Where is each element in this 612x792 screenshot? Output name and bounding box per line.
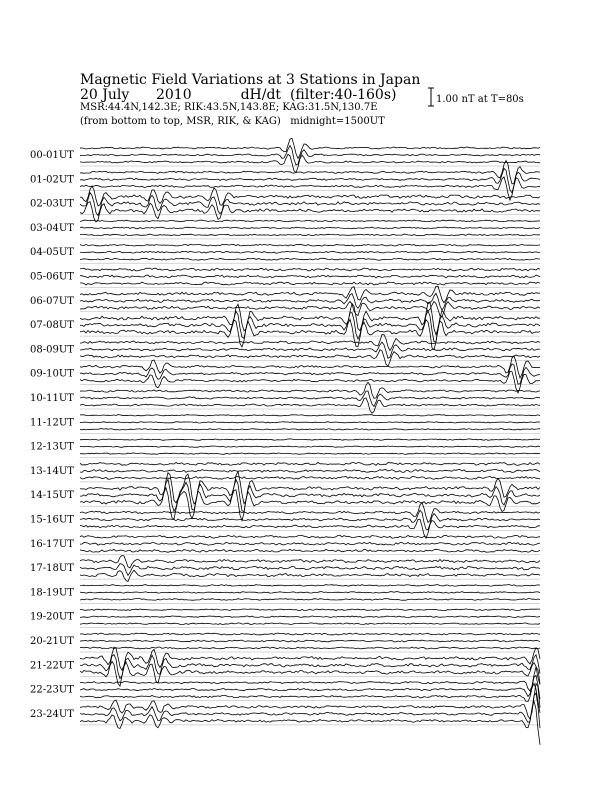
trace-kag <box>80 220 540 222</box>
scale-bar-label: 1.00 nT at T=80s <box>436 94 524 105</box>
trace-rik <box>80 675 540 699</box>
row-label: 05-06UT <box>30 271 74 283</box>
trace-rik <box>80 193 540 216</box>
trace-rik <box>80 227 540 229</box>
trace-rik <box>80 592 540 594</box>
trace-rik <box>80 293 540 310</box>
row-label: 01-02UT <box>30 174 74 186</box>
trace-msr <box>80 282 540 285</box>
trace-kag <box>80 439 540 440</box>
trace-rik <box>80 311 540 342</box>
trace-rik <box>80 275 540 278</box>
row-label: 19-20UT <box>30 611 74 623</box>
row-label: 11-12UT <box>30 417 74 429</box>
trace-kag <box>80 138 540 158</box>
trace-msr <box>80 701 540 745</box>
trace-rik <box>80 470 540 473</box>
quantity-label: dH/dt (filter:40-160s) <box>240 87 397 103</box>
trace-kag <box>80 609 540 611</box>
trace-msr <box>80 319 540 349</box>
row-label: 14-15UT <box>30 490 74 502</box>
trace-msr <box>80 570 540 581</box>
row-label: 18-19UT <box>30 587 74 599</box>
row-label: 04-05UT <box>30 247 74 259</box>
trace-kag <box>80 633 540 635</box>
trace-kag <box>80 555 540 568</box>
trace-msr <box>80 519 540 538</box>
row-label: 03-04UT <box>30 222 74 234</box>
trace-msr <box>80 488 540 521</box>
trace-rik <box>80 391 540 407</box>
row-label: 23-24UT <box>30 708 74 720</box>
row-label: 00-01UT <box>30 150 74 161</box>
row-label: 17-18UT <box>30 563 74 575</box>
trace-kag <box>80 585 540 587</box>
row-label: 02-03UT <box>30 198 74 210</box>
trace-msr <box>80 258 540 260</box>
chart-title: Magnetic Field Variations at 3 Stations in Japan <box>80 72 421 88</box>
row-label: 06-07UT <box>30 295 74 307</box>
row-label: 16-17UT <box>30 538 74 550</box>
trace-kag <box>80 684 540 719</box>
row-label: 09-10UT <box>30 368 74 380</box>
trace-kag <box>80 667 540 691</box>
date-year: 2010 <box>155 87 192 103</box>
date-day: 20 July <box>80 87 130 103</box>
trace-msr <box>80 453 540 454</box>
trace-rik <box>80 564 540 576</box>
row-label: 22-23UT <box>30 684 74 696</box>
trace-msr <box>80 599 540 601</box>
trace-rik <box>80 251 540 253</box>
trace-rik <box>80 446 540 447</box>
trace-kag <box>80 268 540 271</box>
trace-rik <box>80 640 540 642</box>
row-label: 08-09UT <box>30 344 74 356</box>
trace-kag <box>80 472 540 505</box>
row-label: 13-14UT <box>30 465 74 477</box>
trace-msr <box>80 154 540 172</box>
row-label: 15-16UT <box>30 514 74 526</box>
trace-msr <box>80 476 540 479</box>
trace-msr <box>80 647 540 649</box>
row-label: 21-22UT <box>30 660 74 672</box>
trace-kag <box>80 356 540 378</box>
trace-msr <box>80 623 540 625</box>
row-label: 07-08UT <box>30 320 74 332</box>
trace-msr <box>80 429 540 430</box>
trace-msr <box>80 350 540 367</box>
trace-msr <box>80 398 540 413</box>
trace-kag <box>80 244 540 246</box>
trace-rik <box>80 616 540 618</box>
trace-msr <box>80 549 540 552</box>
trace-kag <box>80 535 540 538</box>
trace-kag <box>80 462 540 465</box>
row-label: 12-13UT <box>30 441 74 453</box>
order-note: (from bottom to top, MSR, RIK, & KAG) midnight=1500UT <box>80 116 385 127</box>
trace-rik <box>80 693 540 728</box>
trace-kag <box>80 415 540 416</box>
trace-msr <box>80 301 540 316</box>
row-label: 20-21UT <box>30 636 74 647</box>
trace-rik <box>80 422 540 423</box>
row-label: 10-11UT <box>30 393 74 404</box>
trace-msr <box>80 371 540 393</box>
trace-rik <box>80 479 540 511</box>
trace-rik <box>80 542 540 545</box>
stations-line: MSR:44.4N,142.3E; RIK:43.5N,143.8E; KAG:31.5N,130.7E <box>80 102 378 113</box>
trace-msr <box>80 234 540 236</box>
trace-msr <box>80 683 540 713</box>
